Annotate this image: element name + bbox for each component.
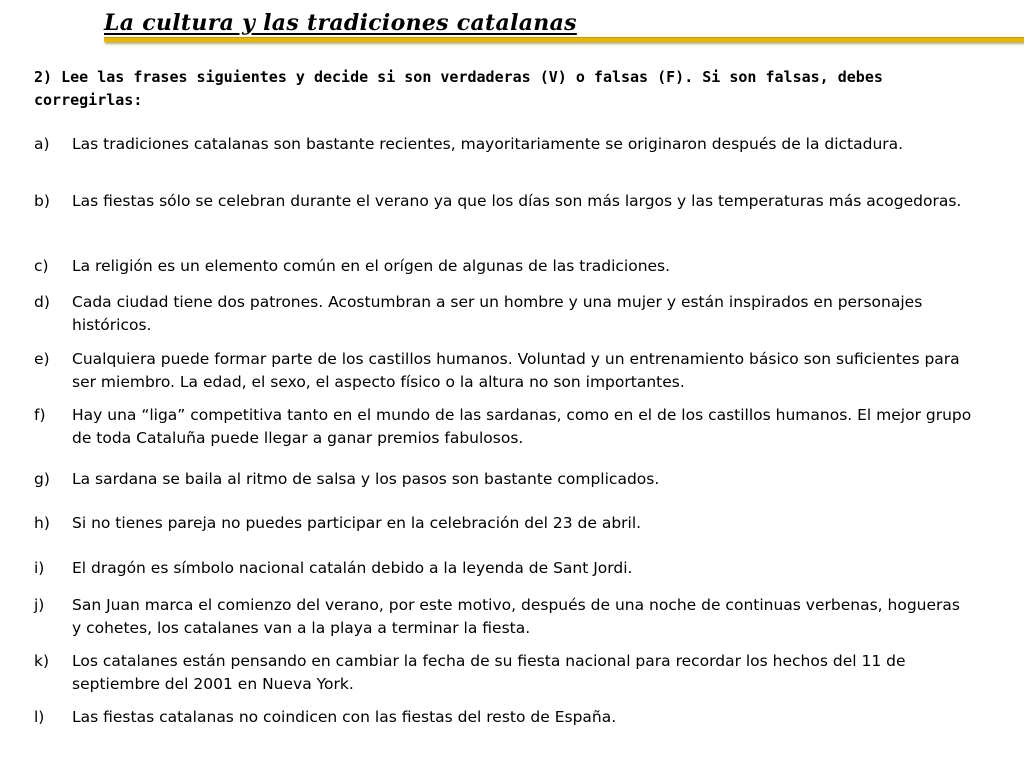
statement-letter: g)	[34, 470, 50, 488]
slide-header	[104, 8, 1024, 44]
page-title: La cultura y las tradiciones catalanas	[104, 10, 577, 36]
statement-letter: f)	[34, 406, 46, 424]
title-underline-bar	[104, 37, 1024, 42]
statement-a	[34, 133, 974, 156]
statement-i	[34, 557, 974, 580]
statement-text: San Juan marca el comienzo del verano, por este motivo, después de una noche de continuas verbenas, hogueras y cohetes, los catalanes van a la playa a terminar la fiesta.	[72, 596, 960, 637]
statement-f	[34, 404, 974, 450]
statement-text: La sardana se baila al ritmo de salsa y los pasos son bastante complicados.	[72, 470, 660, 488]
statement-text: Los catalanes están pensando en cambiar la fecha de su fiesta nacional para recordar los hechos del 11 de septiembre del 2001 en Nueva York.	[72, 652, 906, 693]
statement-text: Cada ciudad tiene dos patrones. Acostumbran a ser un hombre y una mujer y están inspirados en personajes históricos.	[72, 293, 923, 334]
statement-text: Cualquiera puede formar parte de los castillos humanos. Voluntad y un entrenamiento básico son suficientes para ser miembro. La edad, el sexo, el aspecto físico o la altura no son importantes.	[72, 350, 960, 391]
exercise-instructions: 2) Lee las frases siguientes y decide si son verdaderas (V) o falsas (F). Si son falsas, debes corregirlas:	[34, 68, 883, 109]
statement-text: El dragón es símbolo nacional catalán debido a la leyenda de Sant Jordi.	[72, 559, 633, 577]
statement-g	[34, 468, 974, 491]
statement-letter: i)	[34, 559, 45, 577]
statement-d	[34, 291, 974, 337]
statement-text: Hay una “liga” competitiva tanto en el mundo de las sardanas, como en el de los castillos humanos. El mejor grupo de toda Cataluña puede llegar a ganar premios fabulosos.	[72, 406, 972, 447]
statement-b	[34, 190, 974, 213]
statement-h	[34, 512, 974, 535]
statement-letter: e)	[34, 350, 50, 368]
statement-text: Si no tienes pareja no puedes participar en la celebración del 23 de abril.	[72, 514, 642, 532]
statement-k	[34, 650, 974, 696]
statement-text: Las fiestas catalanas no coindicen con las fiestas del resto de España.	[72, 708, 617, 726]
statement-letter: l)	[34, 708, 45, 726]
statement-text: Las tradiciones catalanas son bastante recientes, mayoritariamente se originaron después de la dictadura.	[72, 135, 904, 153]
statement-j	[34, 594, 974, 640]
statement-l	[34, 706, 974, 729]
statement-letter: b)	[34, 192, 50, 210]
statement-letter: h)	[34, 514, 50, 532]
statement-letter: d)	[34, 293, 50, 311]
statement-letter: j)	[34, 596, 45, 614]
statement-text: Las fiestas sólo se celebran durante el verano ya que los días son más largos y las temperaturas más acogedoras.	[72, 192, 962, 210]
statement-e	[34, 348, 974, 394]
statement-c	[34, 255, 974, 278]
statement-letter: a)	[34, 135, 50, 153]
statement-letter: k)	[34, 652, 50, 670]
statement-letter: c)	[34, 257, 49, 275]
statement-text: La religión es un elemento común en el orígen de algunas de las tradiciones.	[72, 257, 671, 275]
